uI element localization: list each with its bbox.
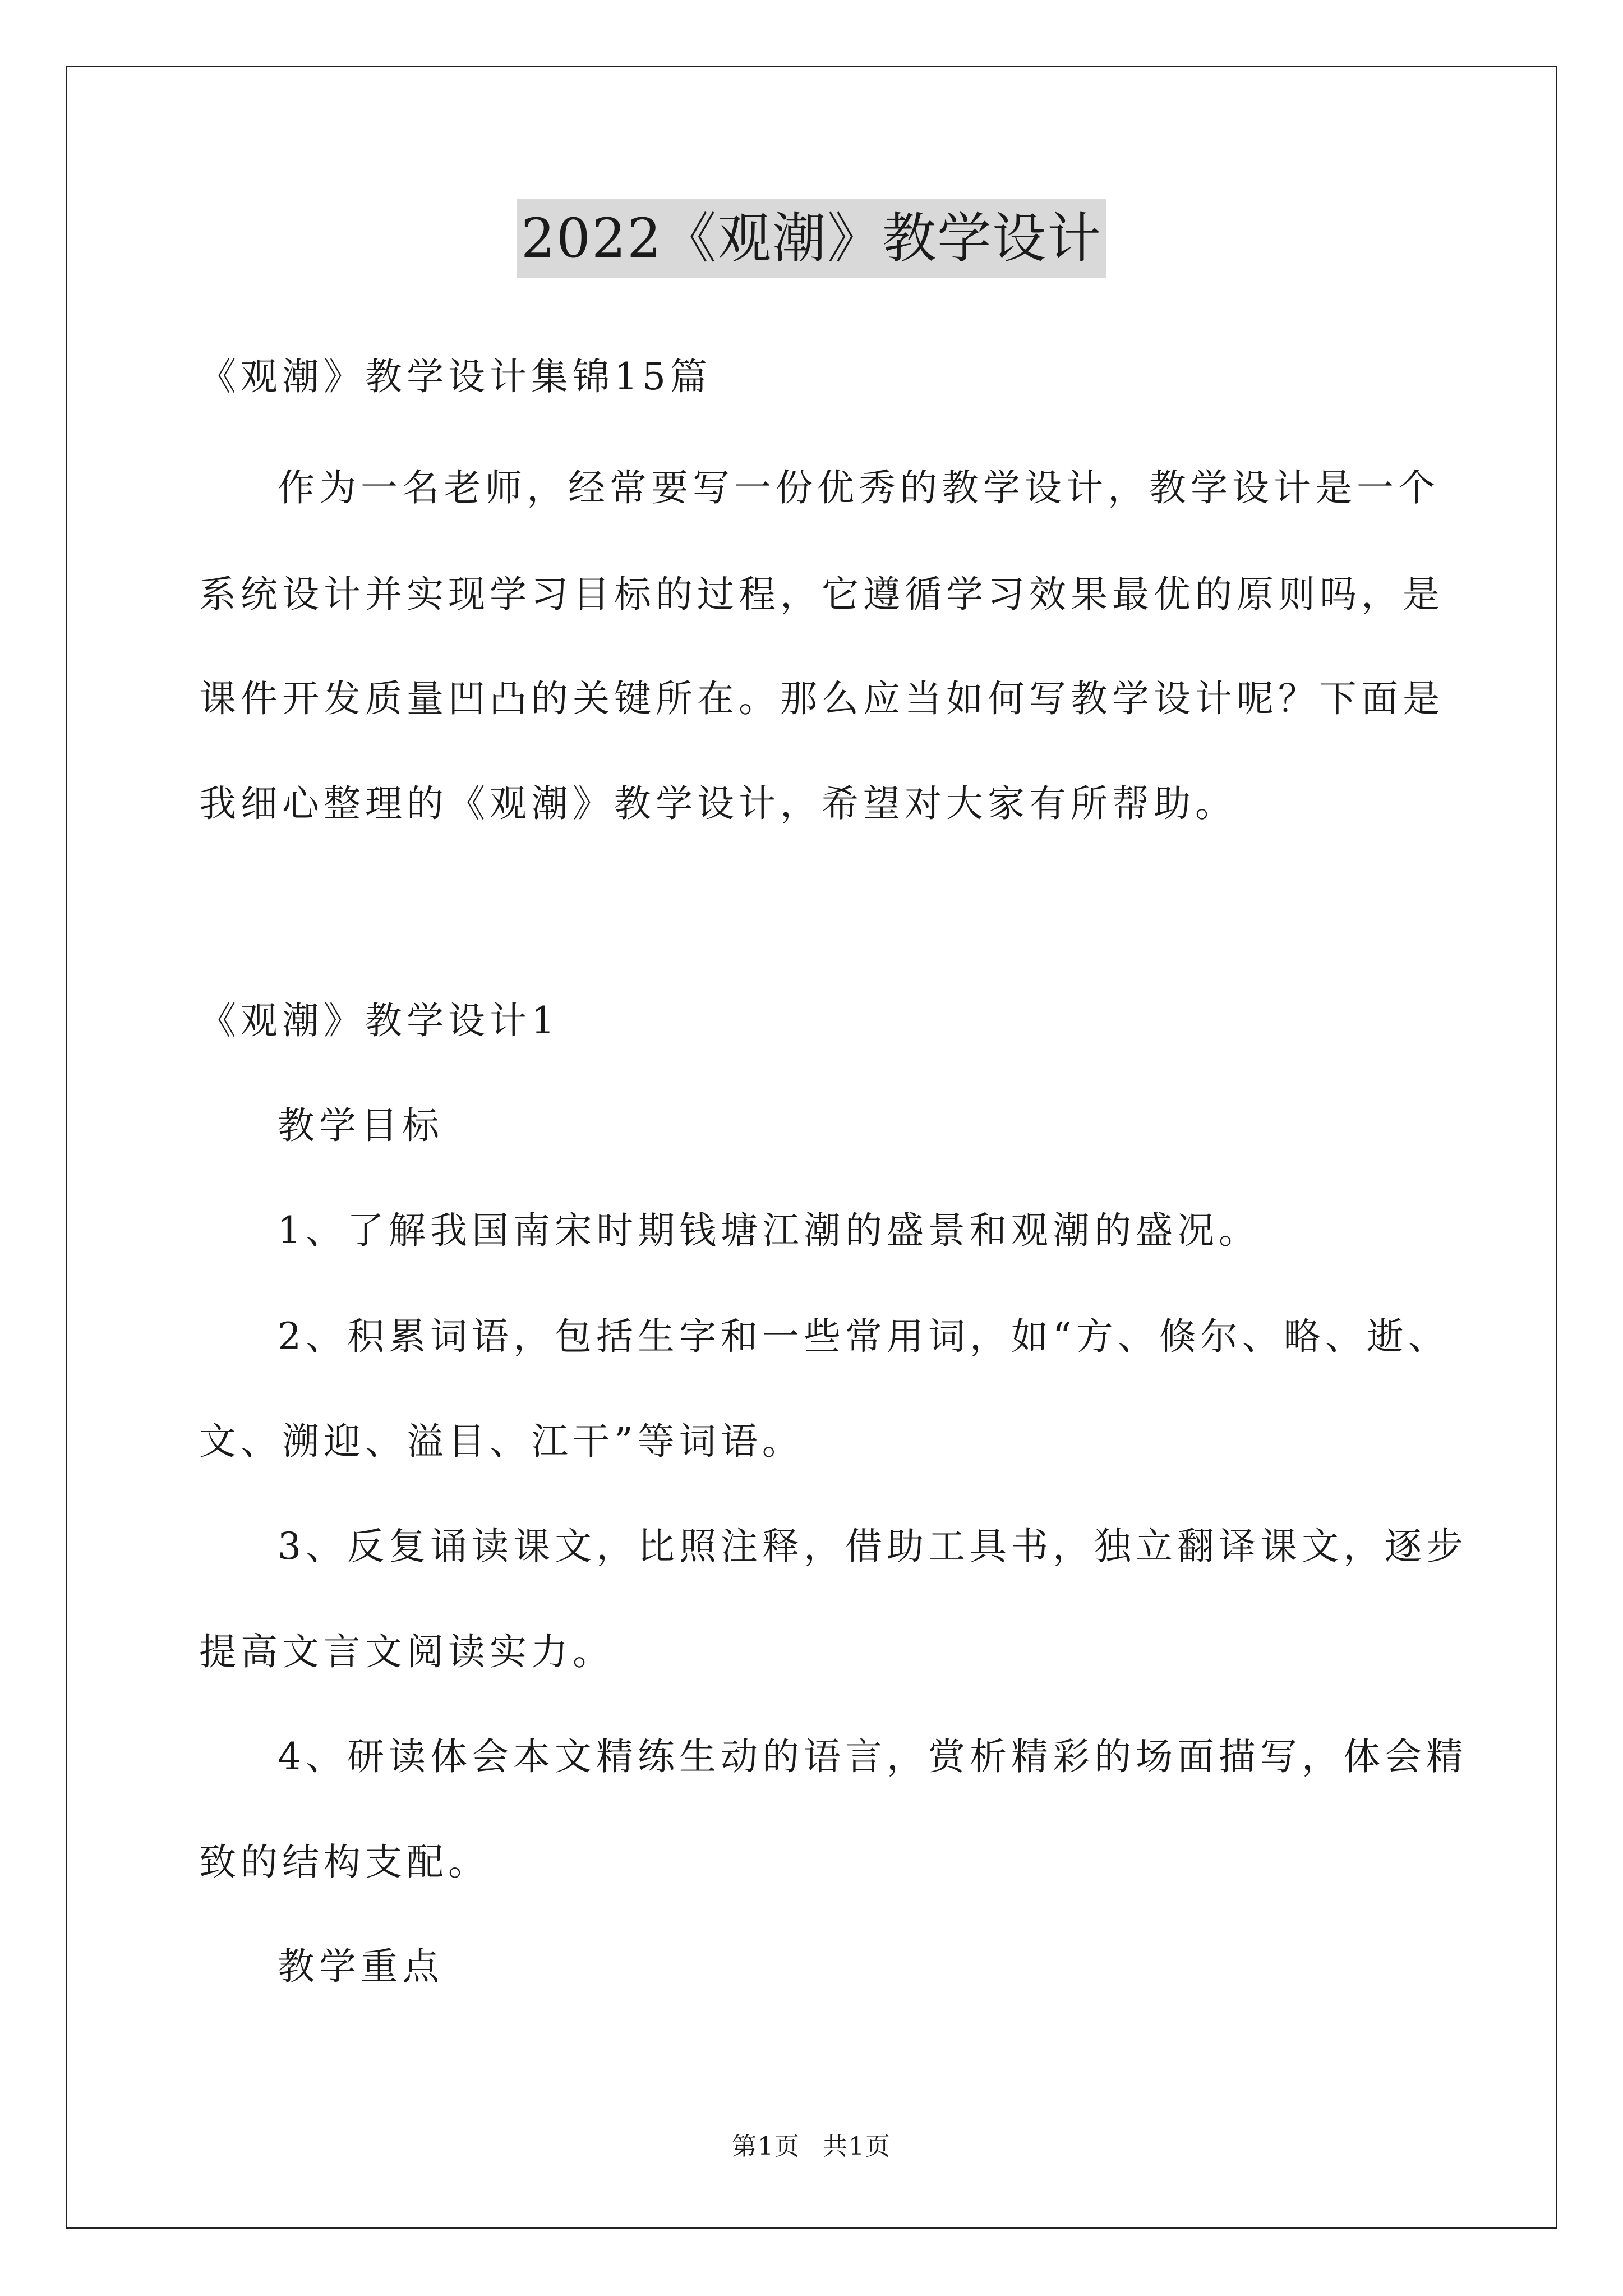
intro-line-3: 课件开发质量凹凸的关键所在。那么应当如何写教学设计呢？下面是	[199, 677, 1444, 720]
goals-heading: 教学目标	[278, 1104, 444, 1147]
page-footer	[0, 2126, 1623, 2162]
goal-2-line-1: 2、积累词语，包括生字和一些常用词，如“方、倏尔、略、逝、	[278, 1315, 1450, 1358]
page-total: 共1页	[823, 2132, 891, 2161]
goal-3-line-1: 3、反复诵读课文，比照注释，借助工具书，独立翻译课文，逐步	[278, 1525, 1468, 1568]
focus-heading: 教学重点	[278, 1945, 444, 1988]
section-heading: 《观潮》教学设计1	[199, 999, 559, 1042]
document-title: 2022《观潮》教学设计	[517, 199, 1106, 278]
title-container	[0, 199, 1623, 278]
page-current: 第1页	[732, 2132, 800, 2161]
document-subtitle: 《观潮》教学设计集锦15篇	[199, 355, 712, 398]
goal-4-line-2: 致的结构支配。	[199, 1841, 490, 1884]
goal-2-line-2: 文、溯迎、溢目、江干”等词语。	[199, 1420, 804, 1463]
goal-4-line-1: 4、研读体会本文精练生动的语言，赏析精彩的场面描写，体会精	[278, 1735, 1468, 1778]
goal-3-line-2: 提高文言文阅读实力。	[199, 1630, 614, 1673]
goal-1: 1、了解我国南宋时期钱塘江潮的盛景和观潮的盛况。	[278, 1209, 1260, 1252]
intro-line-4: 我细心整理的《观潮》教学设计，希望对大家有所帮助。	[199, 782, 1237, 825]
intro-line-2: 系统设计并实现学习目标的过程，它遵循学习效果最优的原则吗，是	[199, 573, 1444, 616]
intro-line-1: 作为一名老师，经常要写一份优秀的教学设计，教学设计是一个	[278, 466, 1440, 509]
